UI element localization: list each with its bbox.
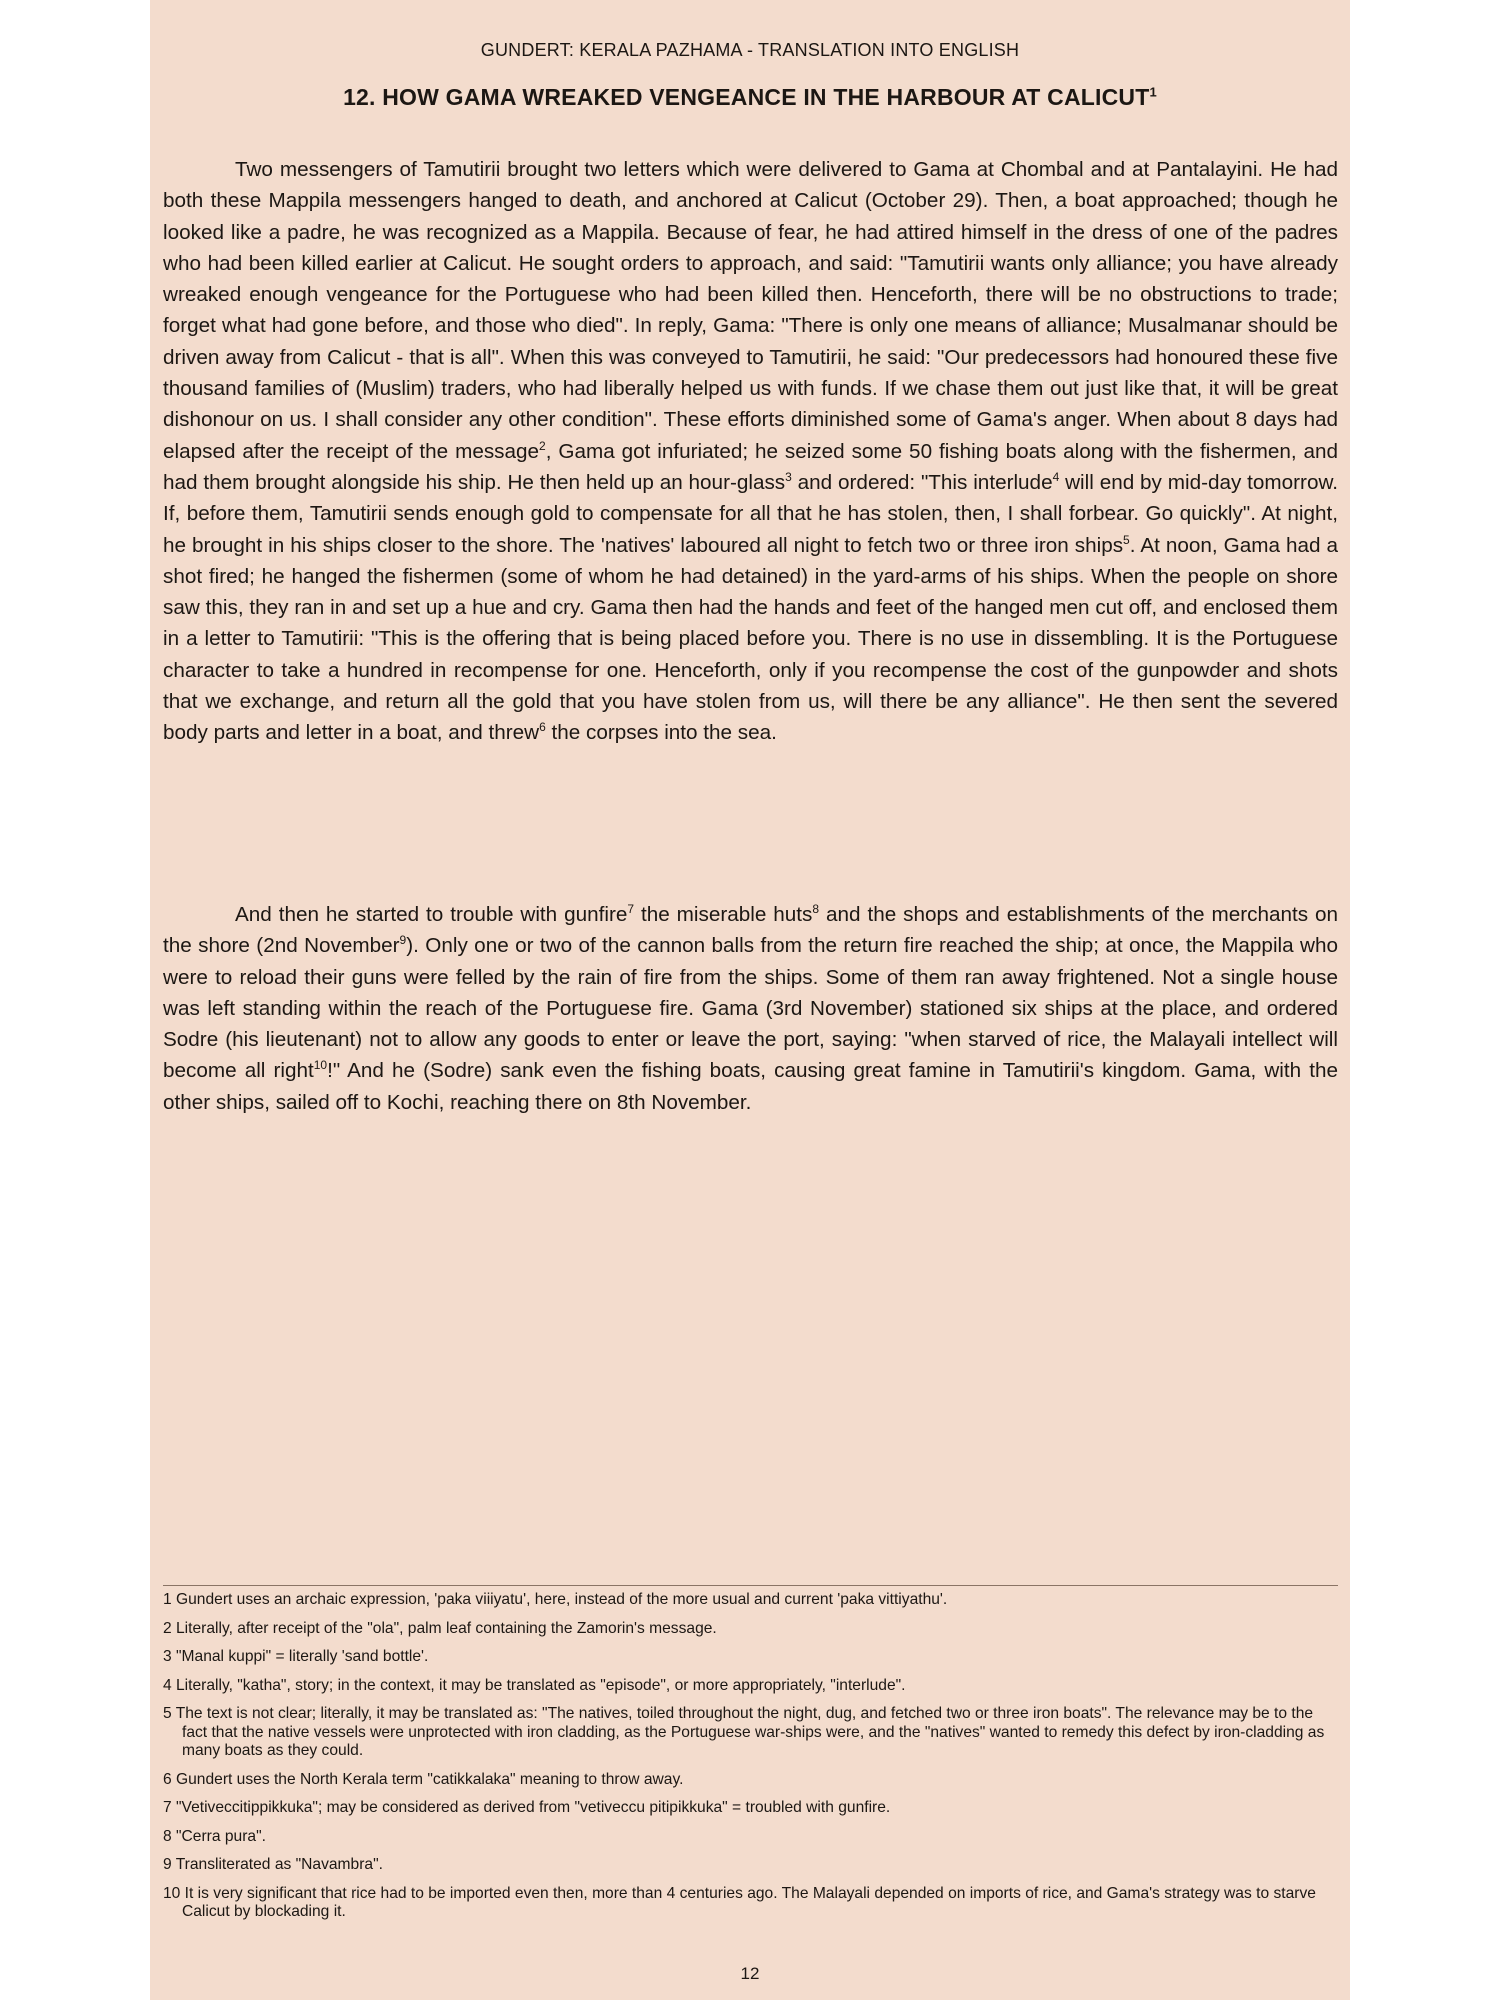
footnote-ref-10: 10: [313, 1058, 328, 1073]
footnote-ref-3: 3: [785, 470, 792, 485]
footnote-ref-7: 7: [627, 902, 635, 917]
footnote-1: 1 Gundert uses an archaic expression, 'paka viiiyatu', here, instead of the more usual and current 'paka vittiyathu'.: [163, 1591, 948, 1608]
paragraph-2-text: the miserable huts: [634, 903, 813, 926]
paragraph-1-text: . At noon, Gama had a shot fired; he hanged the fishermen (some of whom he had detained) in the yard-arms of his ships. When the people on shore saw this, they ran in and set up a hue and cry. Gama then had the hands and feet of the hanged men cut off, and enclosed them in a letter to Tamutirii: "This is the offering that is being placed before you. There is no use in dissembling. It is the Portuguese character to take a hundred in recompense for one. Henceforth, only if you recompense the cost of the gunpowder and shots that we exchange, and return all the gold that you have stolen from us, will there be any alliance". He then sent the severed body parts and letter in a boat, and threw: [163, 533, 1338, 745]
footnote-ref-5: 5: [1123, 532, 1130, 547]
chapter-title-text: 12. HOW GAMA WREAKED VENGEANCE IN THE HARBOUR AT CALICUT: [343, 84, 1150, 110]
paragraph-2-text: and the shops and establishments of the merchants on the shore (2nd November: [163, 903, 1338, 958]
footnote-ref-8: 8: [812, 902, 820, 917]
paragraph-2-text: ). Only one or two of the cannon balls from the return fire reached the ship; at once, the Mappila who were to reload their guns were felled by the rain of fire from the ships. Some of them ran away frightened. Not a single house was left standing within the reach of the Portuguese fire. Gama (3rd November) stationed six ships at the place, and ordered Sodre (his lieutenant) not to allow any goods to enter or leave the port, saying: "when starved of rice, the Malayali intellect will become all right: [163, 934, 1338, 1083]
footnote-3: 3 "Manal kuppi" = literally 'sand bottle'.: [163, 1648, 429, 1665]
footnote-6: 6 Gundert uses the North Kerala term "catikkalaka" meaning to throw away.: [163, 1770, 684, 1788]
paragraph-2-text: And then he started to trouble with gunfire: [235, 903, 628, 926]
page-number: 12: [740, 1964, 760, 1983]
book-page: [150, 0, 1350, 2000]
chapter-title: [150, 84, 1350, 111]
paragraph-1: [163, 154, 1338, 749]
footnote-8: 8 "Cerra pura".: [163, 1827, 266, 1845]
footnote-5: 5 The text is not clear; literally, it may be translated as: "The natives, toiled throughout the night, dug, and fetched two or three iron boats". The relevance may be to the fact that the native vessels were unprotected with iron cladding, as the Portuguese war-ships were, and the "natives" wanted to remedy this defect by iron-cladding as many boats as they could.: [163, 1705, 1325, 1759]
footnote-4: 4 Literally, "katha", story; in the context, it may be translated as "episode", or more appropriately, "interlude".: [163, 1676, 906, 1694]
footnote-10: 10 It is very significant that rice had to be imported even then, more than 4 centuries ago. The Malayali depended on imports of rice, and Gama's strategy was to starve Calicut by blockading it.: [163, 1884, 1316, 1920]
paragraph-2: [163, 899, 1338, 1118]
paragraph-1-text: and ordered: "This interlude: [791, 470, 1053, 494]
footnote-2: 2 Literally, after receipt of the "ola", palm leaf containing the Zamorin's message.: [163, 1619, 717, 1637]
footnote-7: 7 "Vetiveccitippikkuka"; may be considered as derived from "vetiveccu pitipikkuka" = troubled with gunfire.: [163, 1799, 891, 1816]
footnote-ref-9: 9: [399, 933, 407, 948]
footnote-ref-2: 2: [539, 438, 546, 453]
paragraph-1-text: the corpses into the sea.: [545, 721, 777, 745]
footnote-divider: [163, 1585, 1338, 1586]
footnotes-list: [163, 1591, 1338, 1932]
paragraph-1-text: will end by mid-day tomorrow. If, before them, Tamutirii sends enough gold to compensate for all that he has stolen, then, I shall forbear. Go quickly". At night, he brought in his ships closer to the shore. The 'natives' laboured all night to fetch two or three iron ships: [163, 470, 1338, 557]
footnote-ref-6: 6: [539, 720, 546, 735]
paragraph-2-text: !" And he (Sodre) sank even the fishing boats, causing great famine in Tamutirii's kingdom. Gama, with the other ships, sailed off to Kochi, reaching there on 8th November.: [163, 1059, 1338, 1114]
footnote-ref-1: 1: [1149, 84, 1157, 100]
paragraph-1-text: , Gama got infuriated; he seized some 50 fishing boats along with the fishermen, and had them brought alongside his ship. He then held up an hour-glass: [163, 439, 1338, 494]
footnote-ref-4: 4: [1052, 470, 1060, 485]
running-head: GUNDERT: KERALA PAZHAMA - TRANSLATION INTO ENGLISH: [480, 40, 1020, 60]
footnote-9: 9 Transliterated as "Navambra".: [163, 1856, 383, 1873]
paragraph-1-text: Two messengers of Tamutirii brought two letters which were delivered to Gama at Chombal and at Pantalayini. He had both these Mappila messengers hanged to death, and anchored at Calicut (October 29). Then, a boat approached; though he looked like a padre, he was recognized as a Mappila. Because of fear, he had attired himself in the dress of one of the padres who had been killed earlier at Calicut. He sought orders to approach, and said: "Tamutirii wants only alliance; you have already wreaked enough vengeance for the Portuguese who had been killed then. Henceforth, there will be no obstructions to trade; forget what had gone before, and those who died". In reply, Gama: "There is only one means of alliance; Musalmanar should be driven away from Calicut - that is all". When this was conveyed to Tamutirii, he said: "Our predecessors had honoured these five thousand families of (Muslim) traders, who had liberally helped us with funds. If we chase them out just like that, it will be great dishonour on us. I shall consider any other condition". These efforts diminished some of Gama's anger. When about 8 days had elapsed after the receipt of the message: [163, 158, 1338, 463]
